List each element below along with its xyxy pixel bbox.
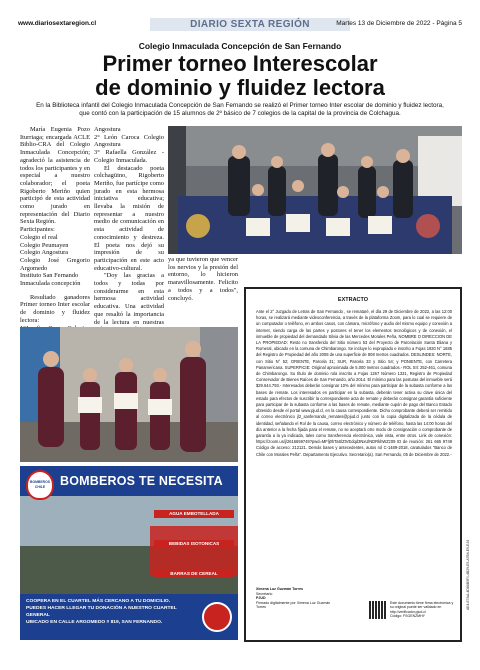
issue-date: Martes 13 de Diciembre de 2022 - Página 5 [336, 20, 462, 27]
qr-note: Este documento tiene firma electrónica y su original puede ser validado en http://verificador.pjud.cl [390, 601, 454, 614]
col1-participant: Colegio Angostura [20, 249, 69, 257]
col1-participant: Colegio el real [20, 233, 58, 241]
col1-participant: Inmaculada concepción [20, 280, 81, 288]
bomberos-emblem [202, 602, 232, 632]
qr-verification-text [390, 601, 456, 619]
ad-footer-line-3: UBICADO EN CALLE ARGOMEDO # 819, SAN FERNANDO. [26, 620, 163, 625]
page-header [18, 18, 462, 32]
ad-bomberos[interactable] [20, 466, 238, 640]
col1-participant: Colegio Peumayen [20, 241, 69, 249]
col3-paragraph: ya que tuvieron que vencer los nervios y la presión del entorno, lo hicieron maravillosamente. Felicito a todos y a todos", concluyó. [168, 256, 238, 302]
col2-second-place: 2° León Caroca Colegio Angostura [94, 133, 164, 149]
photo-students-certificates [20, 327, 238, 462]
legal-notice-extracto [244, 287, 462, 642]
article-column-1 [20, 126, 90, 332]
col2-paragraph: El destacado poeta colchagüino, Rigoberto Meriño, fue partícipe como jurado en esta hermosa iniciativa educativa; llevaba la misión de representar a nuestro medio de comunicación en esta actividad de conocimiento y destreza. El poeta nos dejó su impresión de su participación en este acto educativo-cultural. [94, 164, 164, 272]
col1-participant: Colegio José Gregorio Argomedo [20, 256, 90, 272]
extracto-body: Ante el 2° Juzgado de Letras de San Fernando , se remataré, el día 29 de Diciembre de 2022, a las 12:00 horas, se realizará mediante videoconferencia, a través de la plataforma Zoom, para lo cual se requiere de un computador o teléfono, en ambos casos, con cámara, micrófono y audio del mismo equipo y conexión a internet, siendo carga de las partes y postores el tener los elementos tecnológicos y de conexión, el inmueble de propiedad del demandado Silvia de las Mercedes Morales Peña, NOMBRE O DIRECCION DE LA PROPIEDAD: Resto no transferido del Sitio número 53 del Proyecto de Parcelación Santa Eliana y Romeral, ubicado en la comuna de Chimbarongo. Se incluye lo expropiado e inscrito a Fojas 1920 N° 1685 del Registro de Propiedad del año 2008 de una superficie de 808 metros cuadrados. DESLINDES: NORTE, con Sitio N° 52; ORIENTE, Parcela 31; SUR, Parcela 33 y Sitio 54; y PONIENTE, con Carretera Panamericana. SUPERFICIE: Original aproximada de 5.000 metros cuadrados.- ROL SII: 252-461, comuna de Chimbarongo. Su título de dominio rola inscrito a Fojas 1267 Número 1331, Registro de Propiedad Conservador de Bienes Raíces de San Fernando, año 2014. El mínimo para las posturas del inmueble será $29.644.793.- Interesados deberán consignar 10% del mínimo para participar de la subasta conforme a las bases de remate. Los interesados en participar en la subasta, deberán tener activa su clave única del estado para efectos de suscribir la correspondiente acta de remate y deberán consignar garantía suficiente para participar de la subasta conforme a las bases de remate, mediante cupón de pago del Banco Estado obtenido desde el portal www.pjud.cl, en la causa correspondiente. Dicho comprobante deberá ser remitido al correo electrónico jl2_sanfernando_remates@pjud.cl junto con la copia digitalizada de la cédula de identidad, señalando el Rol de la causa, correo electrónico y número de teléfono, hasta las 14:00 horas del día anterior a la fecha fijada para el remate, no se aceptará otro modo de consignación o comprobante de garantía a la ya indicada, tales como transferencia electrónica, vale vista, entre otros. Link de conexión: https://zoom.us/j/2616659749?pwd=MFlj0hTaSlZtVEdqd3NxUlNDRkhWZz09 ID de reunión: 261 665 9749 Código de acceso: 212121. Demás bases y antecedentes, autos rol C-1489-2018, caratulados "Banco de Chile con Morales Peña". Departamento Ejecutivo. Secretario(a). San Fernando, 05 de Diciembre de 2022.- [256, 309, 452, 457]
article-column-2 [94, 126, 164, 349]
col2-quote: "Doy las gracias a todos y todas por considerarme en esta hermosa actividad educativa. Una actividad que resaltó la importancia de la lectura en nuestras [94, 272, 164, 326]
ad-footer [26, 598, 198, 626]
article-column-3 [168, 256, 238, 302]
signature-note: Firmado digitalmente por Ximena Luz Guzmán Torres [256, 600, 331, 610]
newspaper-brand: DIARIO SEXTA REGIÓN [150, 18, 350, 31]
photo-students-group [168, 126, 462, 254]
badge-line-2: CHILE [34, 484, 46, 489]
col1-paragraph-1: María Eugenia Pozo Iturriaga; encargada ACLE Biblio-CRA del Colegio Inmaculada Concepción; agradeció la asistencia de todos los participantes y en especial a nuestro colaborador; el poeta Rigoberto Meriño quien participó de esta actividad como jurado en representación del Diario Sexta Región. [20, 126, 90, 226]
lead-line-1: En la Biblioteca infantil del Colegio Inmaculada Concepción de San Fernando se realizó el Primer torneo Inter escolar de dominio y fluidez lectora, [36, 102, 444, 109]
headline-line-1: Primer torneo Interescolar [102, 51, 378, 76]
qr-code-label: Código: FSGENZMHY [390, 614, 426, 619]
col1-participant: Instituto San Fernando [20, 272, 79, 280]
signature-role: Secretario [256, 591, 273, 596]
bomberos-badge [26, 470, 54, 500]
lead-line-2: que contó con la participación de 15 alumnos de 2º básico de 7 colegios de la capital de la provincia de Colchagua. [79, 110, 401, 117]
extracto-title: EXTRACTO [337, 297, 369, 303]
ad-item-water: AGUA EMBOTELLADA [154, 510, 234, 518]
ad-title: BOMBEROS TE NECESITA [60, 474, 223, 488]
article-headline [0, 52, 480, 100]
col2-third-place: 3° Rafaella González - Colegio Inmaculada. [94, 149, 164, 164]
ad-footer-line-2: PUEDES HACER LLEGAR TU DONACIÓN A NUESTRO CUARTEL GENERAL [26, 606, 177, 618]
col1-results: Resultado ganadores Primer torneo Inter escolar de dominio y fluidez lectora: [20, 293, 90, 324]
article-kicker: Colegio Inmaculada Concepción de San Fernando [138, 41, 342, 51]
article-lead [30, 102, 450, 118]
badge-line-1: BOMBEROS [30, 480, 50, 484]
signature-org: PJUD [256, 596, 266, 601]
ad-item-cereal: BARRAS DE CEREAL [154, 570, 234, 578]
document-side-code: AE4-E7AA-4DB8B5F0-4B29-E5-A7B4-E9-EJ4 [466, 540, 470, 610]
signature-block [256, 587, 336, 610]
site-url[interactable]: www.diariosextaregion.cl [18, 20, 97, 27]
ad-footer-line-1: COOPERA EN EL CUARTEL MÁS CERCANO A TU DOMICILIO. [26, 599, 171, 604]
col2-line: Angostura [94, 126, 121, 133]
ad-item-isotonic: BEBIDAS ISOTONICAS [154, 540, 234, 548]
qr-code-icon[interactable] [369, 601, 387, 619]
signature-name: Ximena Luz Guzmán Torres [256, 587, 304, 591]
headline-line-2: de dominio y fluidez lectora [95, 75, 385, 100]
col1-participants-heading: Participantes: [20, 226, 55, 234]
